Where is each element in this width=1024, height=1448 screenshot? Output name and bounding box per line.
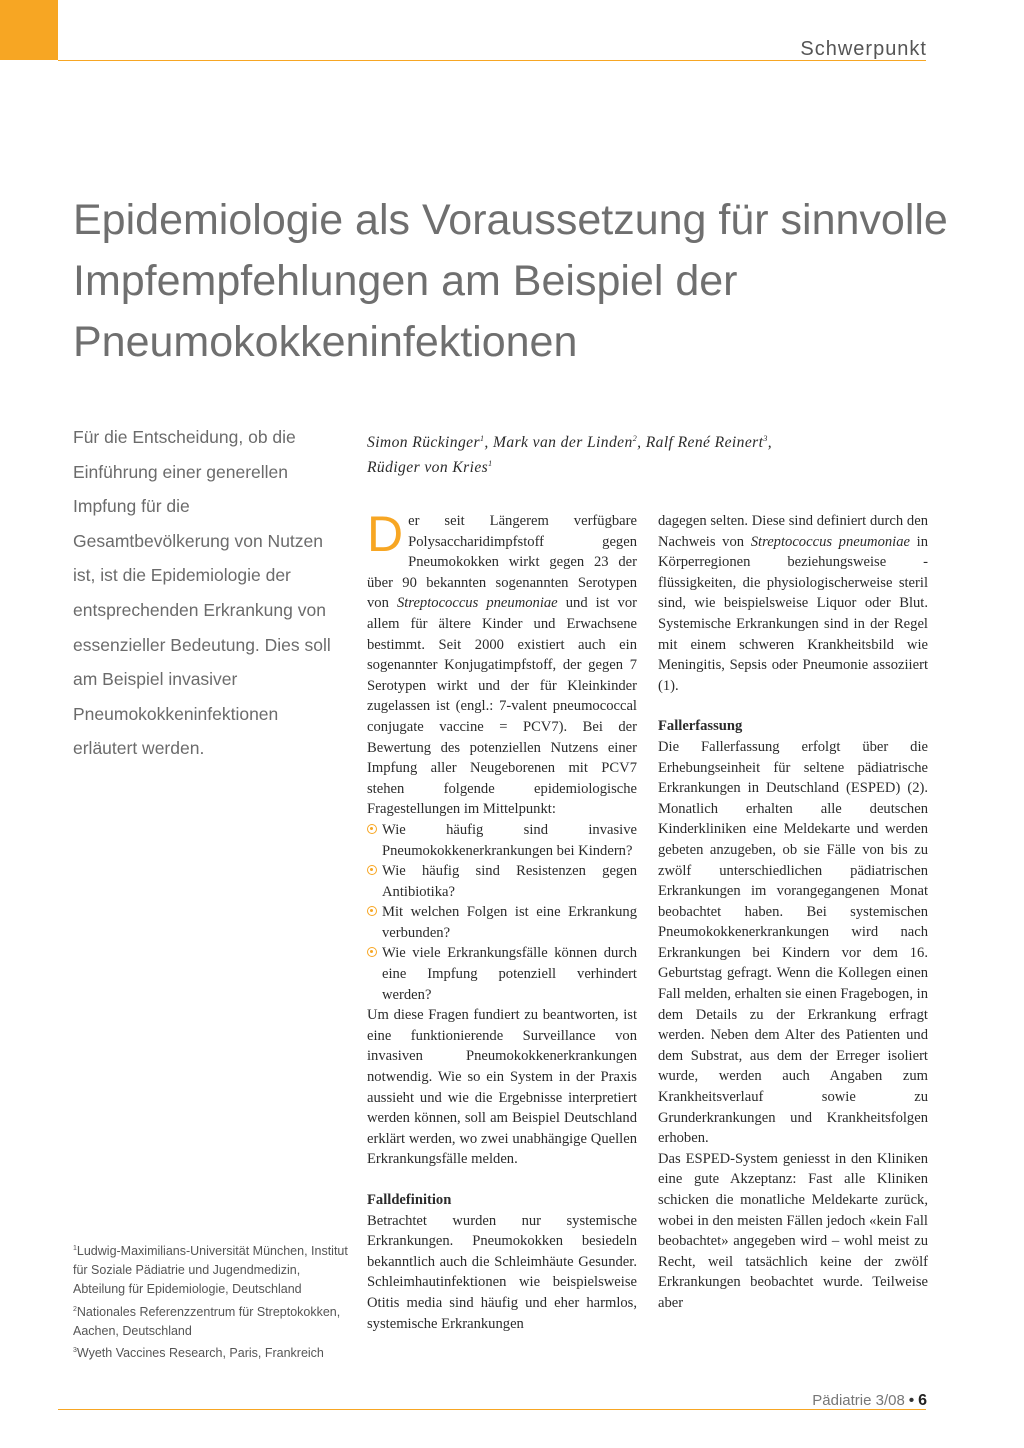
target-bullet-icon <box>367 865 377 875</box>
fallerfassung-paragraph: Die Fallerfassung erfolgt über die Erhebungseinheit für seltene pädiatrische Erkrankungen in Deutschland (ESPED) (2). Monatlich erhalten alle deutschen Kinderkliniken eine Meldekarte und werden gebeten anzugeben, ob sie Fälle von bis zu zwölf unterschiedlichen pädiatrischen Erkrankungen im vorangegangenen Monat beobachtet haben. Bei systemischen Pneumokokkenerkrankungen wird nach Erkrankungen bei Kindern vor dem 16. Geburtstag gefragt. Wenn die Kollegen einen Fall melden, erhalten sie einen Fragebogen, in dem Details zu der Erkrankung erfragt werden. Neben dem Alter des Patienten und dem Substrat, aus dem der Erreger isoliert wurde, werden auch Angaben zum Krankheitsverlauf sowie zu Grunderkrankungen und Krankheitsfolgen erhoben. <box>658 738 928 1147</box>
affiliation-text: Nationales Referenzzentrum für Streptokokken, Aachen, Deutschland <box>73 1304 341 1338</box>
intro-paragraph <box>367 506 637 820</box>
section-label: Schwerpunkt <box>800 38 927 60</box>
lead-paragraph: Für die Entscheidung, ob die Einführung einer generellen Impfung für die Gesamtbevölkerung von Nutzen ist, ist die Epidemiologie der entsprechenden Erkrankung von essenzieller Bedeutung. Dies soll am Beispiel invasiver Pneumokokkeninfektionen erläutert werden. <box>73 427 331 759</box>
affiliation-text: Wyeth Vaccines Research, Paris, Frankreich <box>76 1346 324 1361</box>
body-column-right <box>658 511 928 1314</box>
target-bullet-icon <box>367 906 377 916</box>
surveillance-paragraph: Um diese Fragen fundiert zu beantworten, ist eine funktionierende Surveillance von invasiven Pneumokokkenerkrankungen notwendig. Wie so ein System in der Praxis aussieht und wie die Ergebnisse interpretiert werden können, soll am Beispiel Deutschland erklärt werden, wo zwei unabhängige Quellen Erkrankungsfälle melden. <box>367 1007 637 1168</box>
footer-rule <box>58 1409 926 1410</box>
affiliation-item <box>73 1341 353 1363</box>
esped-paragraph: Das ESPED-System geniesst in den Kliniken eine gute Akzeptanz: Fast alle Kliniken schicken die monatliche Meldekarte zurück, wobei in den meisten Fällen jedoch «kein Fall beobachtet» angegeben wird – wohl meist zu Recht, weil tatsächlich keine der zwölf Erkrankungen beobachtet wurde. Teilweise aber <box>658 1150 928 1311</box>
author-affiliation-mark: 2 <box>632 434 638 443</box>
affiliation-text: Ludwig-Maximilians-Universität München, Institut für Soziale Pädiatrie und Jugendmedizin, Abteilung für Epidemiologie, Deutschland <box>73 1244 348 1297</box>
species-name: Streptococcus pneumoniae <box>750 533 911 550</box>
question-text: Wie häufig sind Resistenzen gegen Antibiotika? <box>382 863 637 900</box>
author-separator: , <box>637 434 646 451</box>
header-rule <box>58 60 926 61</box>
page-footer <box>812 1392 927 1410</box>
author: Rüdiger von Kries <box>367 459 489 476</box>
footer-bullet: • <box>908 1392 915 1409</box>
article-title: Epidemiologie als Voraussetzung für sinnvolle Impfempfehlungen am Beispiel der Pneumokokkeninfektionen <box>73 196 948 366</box>
affiliation-item <box>73 1300 353 1341</box>
question-item <box>367 943 637 1005</box>
accent-block <box>0 0 58 60</box>
target-bullet-icon <box>367 947 377 957</box>
author-separator: , <box>767 434 773 451</box>
author-affiliation-mark: 3 <box>763 434 768 443</box>
author: Mark van der Linden <box>492 434 633 451</box>
journal-issue: Pädiatrie 3/08 <box>812 1392 905 1409</box>
question-text: Wie häufig sind invasive Pneumokokkenerkrankungen bei Kindern? <box>382 821 637 859</box>
definition-paragraph <box>658 511 928 696</box>
affiliations <box>73 1239 353 1363</box>
paragraph-text: und ist vor allem für ältere Kinder und Erwachsene bestimmt. Seit 2000 existiert auch ein sogenannter Konjugatimpfstoff, der gegen 7 Serotypen wirkt und der für Kleinkinder zugelassen ist (engl.: 7-valent pneumococcal conjugate vaccine = PCV7). Bei der Bewertung des potenziellen Nutzens einer Impfung aller Neugeborenen mit PCV7 stehen folgende epidemiologische Fragestellungen im Mittelpunkt: <box>367 595 637 818</box>
paragraph-text: er seit Längerem verfügbare Polysaccharidimpfstoff gegen Pneumokokken wirkt gegen 23 der über 90 bekannten sogenannten Serotypen von <box>367 513 637 612</box>
subheading-fallerfassung: Fallerfassung <box>658 718 743 735</box>
question-item <box>367 861 637 902</box>
affiliation-item <box>73 1239 353 1300</box>
species-name: Streptococcus pneumoniae <box>396 595 558 612</box>
author: Simon Rückinger <box>367 434 480 451</box>
paragraph-text: in Körperregionen beziehungsweise -flüssigkeiten, die physiologischerweise steril sind, wie beispielsweise Liquor oder Blut. Systemische Erkrankungen sind in der Regel mit einem schweren Krankheitsbild wie Meningitis, Sepsis oder Pneumonie assoziiert (1). <box>658 533 929 694</box>
author-list <box>367 428 927 478</box>
target-bullet-icon <box>367 824 377 834</box>
page-number: 6 <box>918 1392 927 1409</box>
affiliation-mark: 3 <box>73 1347 77 1355</box>
question-item <box>367 902 637 943</box>
question-text: Mit welchen Folgen ist eine Erkrankung verbunden? <box>382 904 637 941</box>
author: Ralf René Reinert <box>645 434 764 451</box>
subheading-falldefinition: Falldefinition <box>367 1192 452 1208</box>
falldefinition-paragraph: Betrachtet wurden nur systemische Erkrankungen. Pneumokokken besiedeln bekanntlich auch die Schleimhäute Gesunder. Schleimhautinfektionen wie beispielsweise Otitis media sind häufig und eher harmlos, systemische Erkrankungen <box>367 1212 637 1332</box>
paragraph-text: dagegen selten. Diese sind definiert durch den Nachweis von <box>658 513 928 550</box>
author-separator: , <box>484 434 493 451</box>
affiliation-mark: 1 <box>73 1245 77 1252</box>
author-affiliation-mark: 1 <box>479 434 485 443</box>
dropcap: D <box>367 506 404 562</box>
author-affiliation-mark: 1 <box>488 459 493 468</box>
question-text: Wie viele Erkrankungsfälle können durch eine Impfung potenziell verhindert werden? <box>382 945 637 1003</box>
affiliation-mark: 2 <box>73 1305 77 1313</box>
body-column-middle <box>367 506 637 1334</box>
question-item <box>367 820 637 861</box>
